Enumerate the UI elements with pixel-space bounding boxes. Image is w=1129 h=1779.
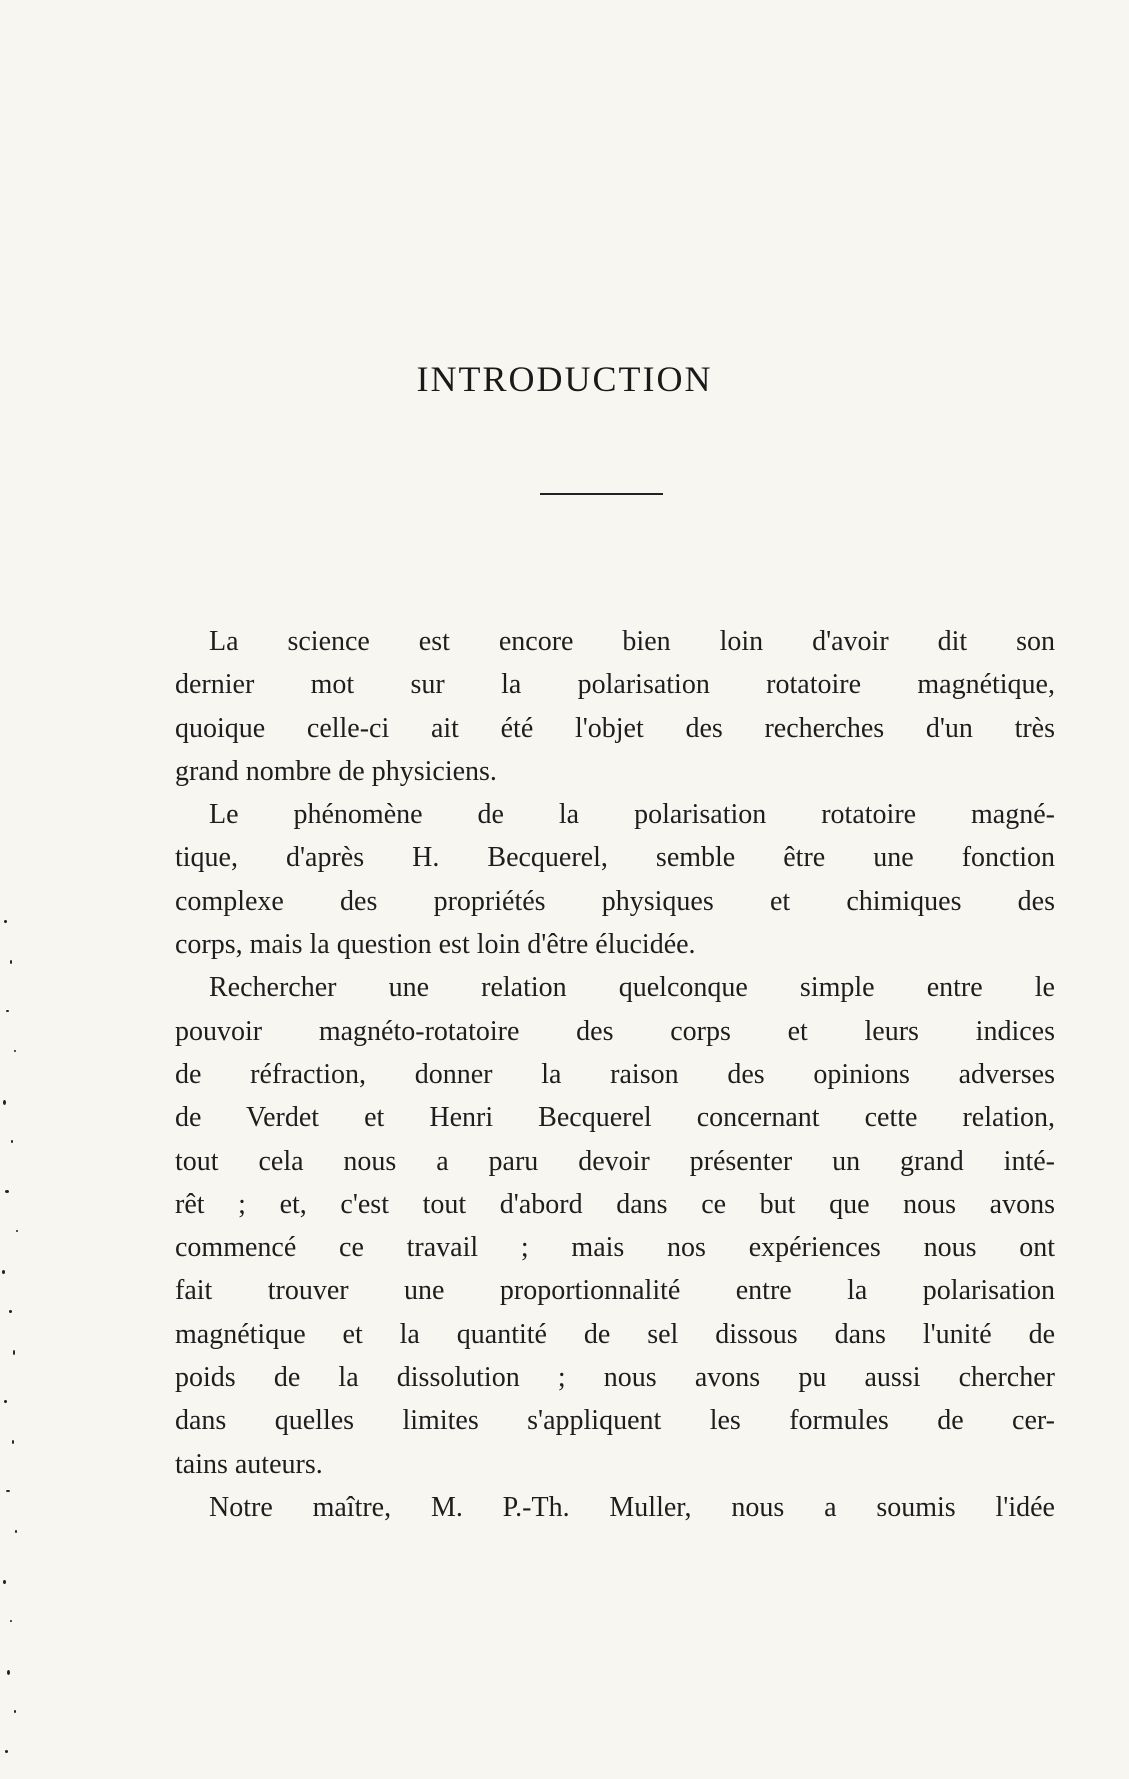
text-line: Notre maître, M. P.-Th. Muller, nous a soumis l'idée: [209, 1491, 1055, 1523]
body-text: [175, 620, 1055, 1529]
text-line: tique, d'après H. Becquerel, semble être une fonction: [175, 842, 1055, 874]
page-title: INTRODUCTION: [416, 359, 713, 399]
text-line: Rechercher une relation quelconque simple entre le: [209, 972, 1055, 1004]
paragraph: [175, 1486, 1055, 1529]
text-line: pouvoir magnéto-rotatoire des corps et leurs indices: [175, 1015, 1055, 1047]
text-line: dans quelles limites s'appliquent les formules de cer-: [175, 1405, 1055, 1437]
text-line: tout cela nous a paru devoir présenter un grand inté-: [175, 1145, 1055, 1177]
text-line: magnétique et la quantité de sel dissous dans l'unité de: [175, 1318, 1055, 1350]
text-line: fait trouver une proportionnalité entre la polarisation: [175, 1275, 1055, 1307]
text-line: corps, mais la question est loin d'être élucidée.: [175, 929, 696, 961]
text-line: complexe des propriétés physiques et chimiques des: [175, 885, 1055, 917]
text-line: quoique celle-ci ait été l'objet des recherches d'un très: [175, 712, 1055, 744]
text-line: dernier mot sur la polarisation rotatoire magnétique,: [175, 669, 1055, 701]
text-line: de Verdet et Henri Becquerel concernant cette relation,: [175, 1102, 1055, 1134]
paragraph: [175, 793, 1055, 966]
text-line: tains auteurs.: [175, 1448, 323, 1480]
text-line: grand nombre de physiciens.: [175, 755, 497, 787]
text-line: rêt ; et, c'est tout d'abord dans ce but que nous avons: [175, 1188, 1055, 1220]
scan-edge-noise: [0, 900, 28, 1779]
text-line: de réfraction, donner la raison des opinions adverses: [175, 1058, 1055, 1090]
text-line: Le phénomène de la polarisation rotatoire magné-: [209, 799, 1055, 831]
text-line: commencé ce travail ; mais nos expériences nous ont: [175, 1232, 1055, 1264]
title-underline: [540, 493, 663, 495]
paragraph: [175, 620, 1055, 793]
text-line: La science est encore bien loin d'avoir dit son: [209, 626, 1055, 657]
text-line: poids de la dissolution ; nous avons pu aussi chercher: [175, 1362, 1055, 1394]
paragraph: [175, 966, 1055, 1486]
